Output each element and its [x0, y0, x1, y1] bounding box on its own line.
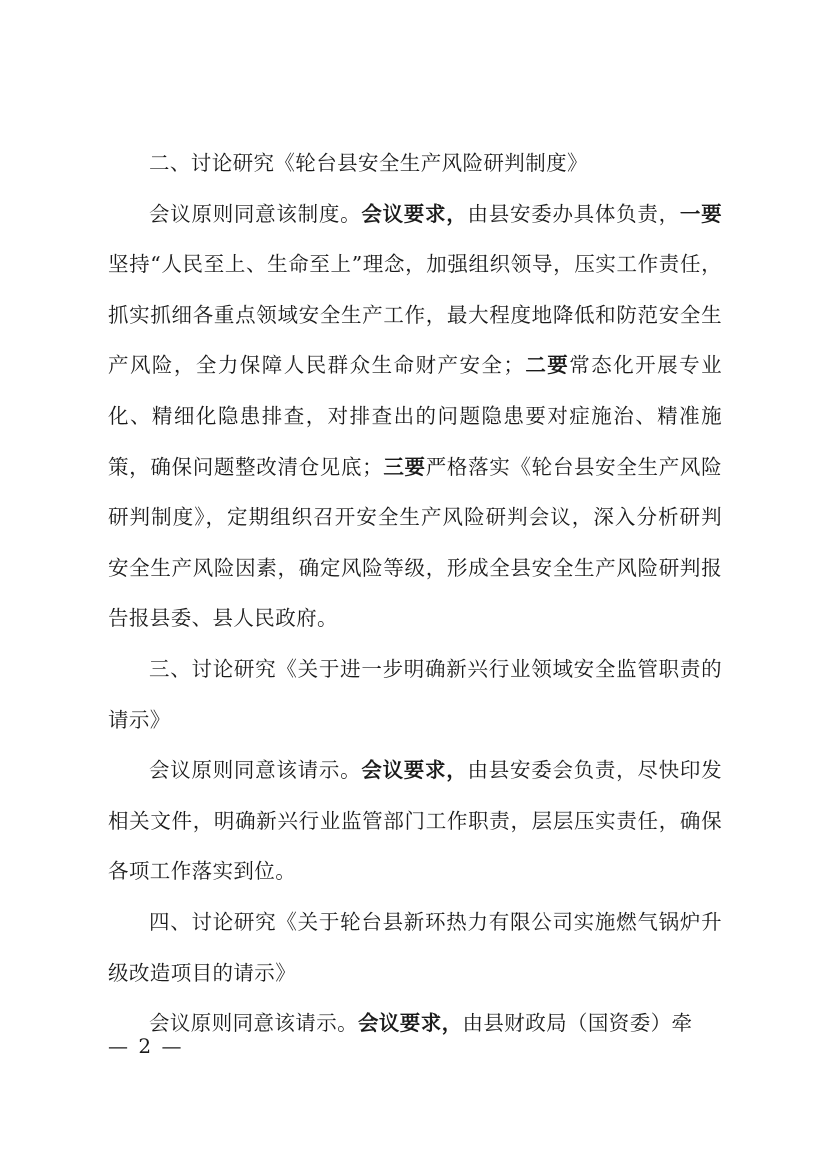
- bold-text: 二要: [524, 353, 570, 378]
- section-4-heading: [108, 897, 722, 998]
- section-2-heading: [108, 138, 722, 189]
- text-run: 由县安委办具体负责，: [467, 201, 680, 226]
- bold-text: 会议要求，: [361, 758, 468, 783]
- text-run: 三、讨论研究《关于进一步明确新兴行业领域安全监管职责的请示》: [108, 656, 722, 732]
- section-3-body: [108, 745, 722, 897]
- bold-text: 会议要求，: [361, 201, 468, 226]
- section-4-body: [108, 998, 722, 1049]
- bold-text: 一要: [679, 201, 722, 226]
- text-run: 坚持“人民至上、生命至上”理念，加强组织领导，压实工作责任，抓实抓细各重点领域安全生产工作，最大程度地降低和防范安全生产风险，全力保障人民群众生命财产安全；: [108, 252, 722, 378]
- text-run: 常态化开展专业化、精细化隐患排查，对排查出的问题隐患要对症施治、精准施策，确保问题整改清仓见底；: [108, 353, 722, 479]
- text-run: 严格落实《轮台县安全生产风险研判制度》，定期组织召开安全生产风险研判会议，深入分析研判安全生产风险因素，确定风险等级，形成全县安全生产风险研判报告报县委、县人民政府。: [108, 454, 722, 631]
- section-2-body: [108, 189, 722, 644]
- section-3-heading: [108, 644, 722, 745]
- bold-text: 三要: [383, 454, 426, 479]
- page-number: — 2 —: [108, 1034, 184, 1058]
- text-run: 由县安委会负责，尽快印发相关文件，明确新兴行业监管部门工作职责，层层压实责任，确保各项工作落实到位。: [108, 758, 722, 884]
- text-run: 二、讨论研究《轮台县安全生产风险研判制度》: [149, 151, 588, 175]
- text-run: 会议原则同意该制度。: [149, 201, 362, 226]
- text-run: 四、讨论研究《关于轮台县新环热力有限公司实施燃气锅炉升级改造项目的请示》: [108, 909, 722, 985]
- bold-text: 会议要求，: [358, 1011, 463, 1036]
- document-body: [108, 138, 722, 1049]
- text-run: 由县财政局（国资委）牵: [462, 1011, 693, 1036]
- text-run: 会议原则同意该请示。: [149, 1011, 358, 1036]
- text-run: 会议原则同意该请示。: [149, 758, 362, 783]
